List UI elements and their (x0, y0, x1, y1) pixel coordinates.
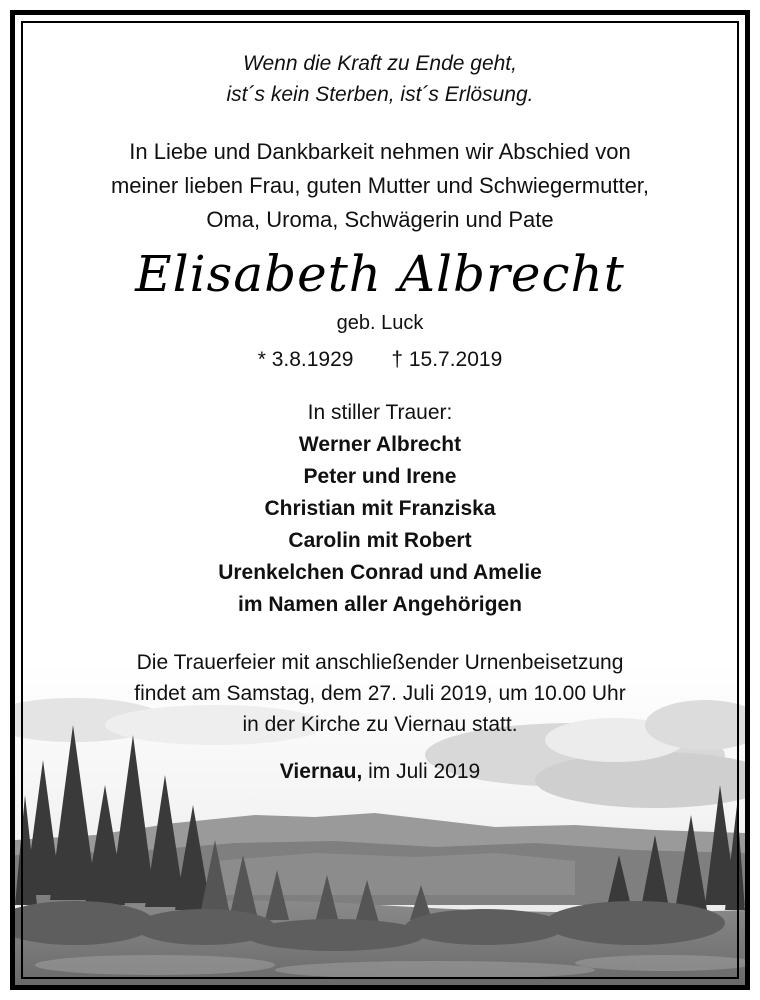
service-line: findet am Samstag, dem 27. Juli 2019, um 10.00 Uhr (134, 682, 626, 705)
mourner-name: Carolin mit Robert (288, 529, 472, 552)
mourner-name: im Namen aller Angehörigen (238, 593, 522, 616)
intro-text (15, 135, 745, 237)
intro-line: Oma, Uroma, Schwägerin und Pate (206, 207, 554, 232)
life-dates (15, 345, 745, 375)
quote (15, 48, 745, 110)
birth-date: * 3.8.1929 (257, 348, 354, 371)
quote-line: ist´s kein Sterben, ist´s Erlösung. (226, 83, 534, 106)
intro-line: meiner lieben Frau, guten Mutter und Schwiegermutter, (110, 173, 650, 198)
mourners-list (15, 429, 745, 621)
death-date: † 15.7.2019 (391, 348, 503, 371)
service-info (15, 647, 745, 740)
mourners-heading: In stiller Trauer: (307, 401, 453, 424)
mourner-name: Werner Albrecht (298, 433, 462, 456)
place-and-date (15, 757, 745, 787)
intro-line: In Liebe und Dankbarkeit nehmen wir Abschied von (129, 139, 631, 164)
closing-place: Viernau, (279, 760, 363, 783)
closing-date: im Juli 2019 (368, 760, 481, 783)
mourner-name: Peter und Irene (303, 465, 457, 488)
service-line: in der Kirche zu Viernau statt. (242, 713, 518, 736)
deceased-name: Elisabeth Albrecht (135, 245, 625, 303)
service-line: Die Trauerfeier mit anschließender Urnenbeisetzung (136, 651, 624, 674)
quote-line: Wenn die Kraft zu Ende geht, (243, 52, 517, 75)
birth-name: geb. Luck (336, 312, 424, 334)
obituary-frame (10, 10, 750, 990)
mourner-name: Urenkelchen Conrad und Amelie (218, 561, 542, 584)
mourner-name: Christian mit Franziska (264, 497, 496, 520)
